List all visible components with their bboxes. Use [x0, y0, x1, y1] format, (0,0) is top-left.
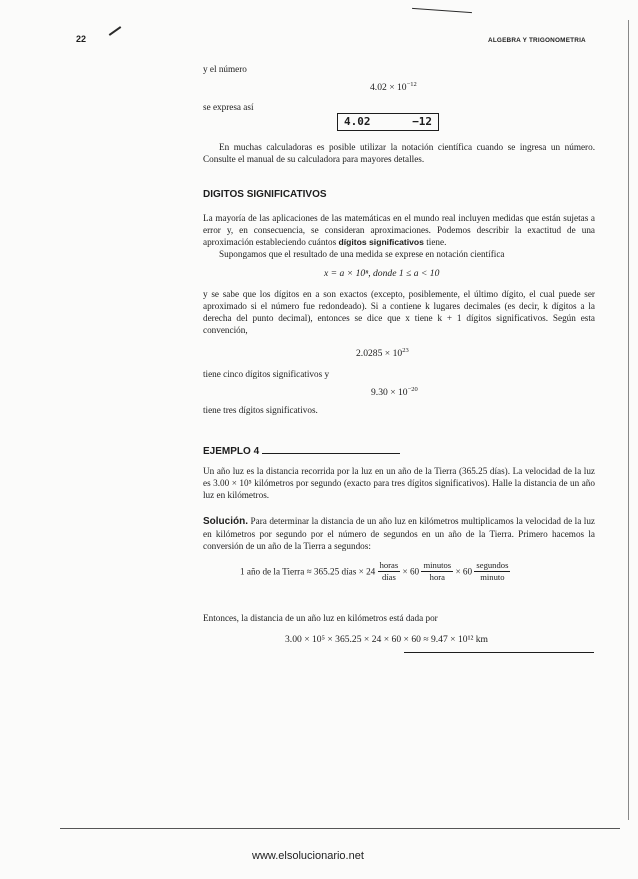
conversion-equation: 1 año de la Tierra ≈ 365.25 días × 24 $\frac{\text{horas}}{\text{días}}$ × 60 $\frac{\text{minutos}}{\text{hora}}$ × 60 $\frac{\text{segundos}}{\text{minuto}}$ [240, 560, 509, 582]
scan-mark [412, 8, 472, 13]
section-paragraph: Supongamos que el resultado de una medida se exprese en notación científica [219, 249, 505, 259]
calc-mantissa: 4.02 [344, 115, 371, 128]
scan-mark [60, 828, 620, 829]
example-number: $9.30 \times 10^{-20}$ [371, 386, 418, 399]
calculator-display [337, 113, 439, 131]
page-number: 22 [76, 34, 87, 44]
example-title: EJEMPLO 4 [203, 446, 400, 457]
running-title: ALGEBRA Y TRIGONOMETRIA [488, 37, 586, 44]
section-paragraph: tiene tres dígitos significativos. [203, 405, 318, 415]
intro-text: se expresa así [203, 102, 254, 112]
solution-text: Solución. Para determinar la distancia de un año luz en kilómetros multiplicamos la velocidad de la luz en kilómetros por segundo por el número de segundos en un año de la Tierra. Primero hacemos la conversión de un año de la Tierra a segundos: [203, 516, 595, 551]
final-result: 3.00 × 10⁵ × 365.25 × 24 × 60 × 60 ≈ 9.47 × 10¹² km [285, 634, 488, 645]
section-paragraph: tiene cinco dígitos significativos y [203, 369, 330, 379]
section-paragraph: La mayoría de las aplicaciones de las matemáticas en el mundo real incluyen medidas que están sujetas a error y, en consecuencia, se consideran aproximaciones. Podemos describir la exactitud de una aproximación estableciendo cuántos dígitos significativos tiene. [203, 213, 595, 247]
section-paragraph: y se sabe que los dígitos en a son exactos (excepto, posiblemente, el último dígito, el cual puede ser aproximado si el número fue redondeado). Si a contiene k lugares decimales (es decir, k dígitos a la derecha del punto decimal), entonces se dice que x tiene k + 1 dígitos significativos. Según esta convención, [203, 289, 595, 335]
fraction-hours-days: $\frac{\text{horas}}{\text{días}}$ [379, 560, 399, 582]
section-title: DIGITOS SIGNIFICATIVOS [203, 189, 327, 200]
number-display: $4.02 \times 10^{-12}$ [370, 81, 417, 94]
calculator-paragraph: En muchas calculadoras es posible utilizar la notación científica cuando se ingresa un número. Consulte el manual de su calculadora para mayores detalles. [203, 142, 595, 164]
example-number: $2.0285 \times 10^{23}$ [356, 347, 409, 360]
footer-url[interactable]: www.elsolucionario.net [252, 850, 364, 862]
end-rule [404, 652, 594, 653]
intro-text: y el número [203, 64, 247, 74]
fraction-minutes-hour: $\frac{\text{minutos}}{\text{hora}}$ [423, 560, 452, 582]
solution-text: Entonces, la distancia de un año luz en kilómetros está dada por [203, 613, 438, 623]
fraction-seconds-minute: $\frac{\text{segundos}}{\text{minuto}}$ [476, 560, 509, 582]
scan-mark [109, 26, 122, 36]
example-text: Un año luz es la distancia recorrida por la luz en un año de la Tierra (365.25 días). La velocidad de la luz es 3.00 × 10⁵ kilómetros por segundo (exacto para tres dígitos significativos). Halle la distancia de un año luz en kilómetros. [203, 466, 595, 500]
scan-edge [628, 20, 629, 820]
scientific-notation-formula: x = a × 10ⁿ, donde 1 ≤ a < 10 [324, 268, 440, 279]
calc-exponent: −12 [412, 115, 432, 128]
